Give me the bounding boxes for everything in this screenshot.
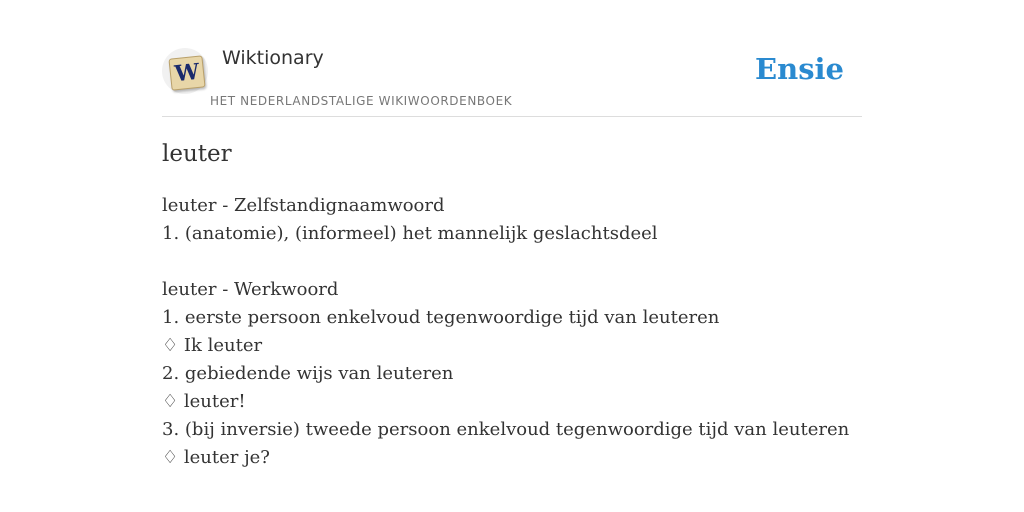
example-line: ♢ Ik leuter: [162, 335, 263, 356]
section-heading: leuter - Werkwoord: [162, 279, 339, 300]
example-line: ♢ leuter!: [162, 391, 246, 412]
site-name[interactable]: Wiktionary: [222, 47, 324, 69]
section-spacer: [162, 248, 862, 276]
site-header: [162, 44, 862, 117]
section-heading: leuter - Zelfstandignaamwoord: [162, 195, 445, 216]
wiktionary-logo[interactable]: [162, 48, 208, 94]
definition-line: 3. (bij inversie) tweede persoon enkelvoud tegenwoordige tijd van leuteren: [162, 419, 850, 440]
example-line: ♢ leuter je?: [162, 447, 270, 468]
definition-line: 1. (anatomie), (informeel) het mannelijk geslachtsdeel: [162, 223, 658, 244]
definition-line: 1. eerste persoon enkelvoud tegenwoordige tijd van leuteren: [162, 307, 720, 328]
site-tagline: HET NEDERLANDSTALIGE WIKIWOORDENBOEK: [210, 94, 513, 108]
ensie-brand-link[interactable]: Ensie: [755, 52, 844, 86]
definition-section-verb: [162, 276, 862, 472]
definition-line: 2. gebiedende wijs van leuteren: [162, 363, 454, 384]
wiktionary-logo-icon: W: [168, 55, 205, 90]
page-title: leuter: [162, 141, 232, 167]
entry-content: [162, 138, 862, 472]
definition-section-noun: [162, 192, 862, 248]
